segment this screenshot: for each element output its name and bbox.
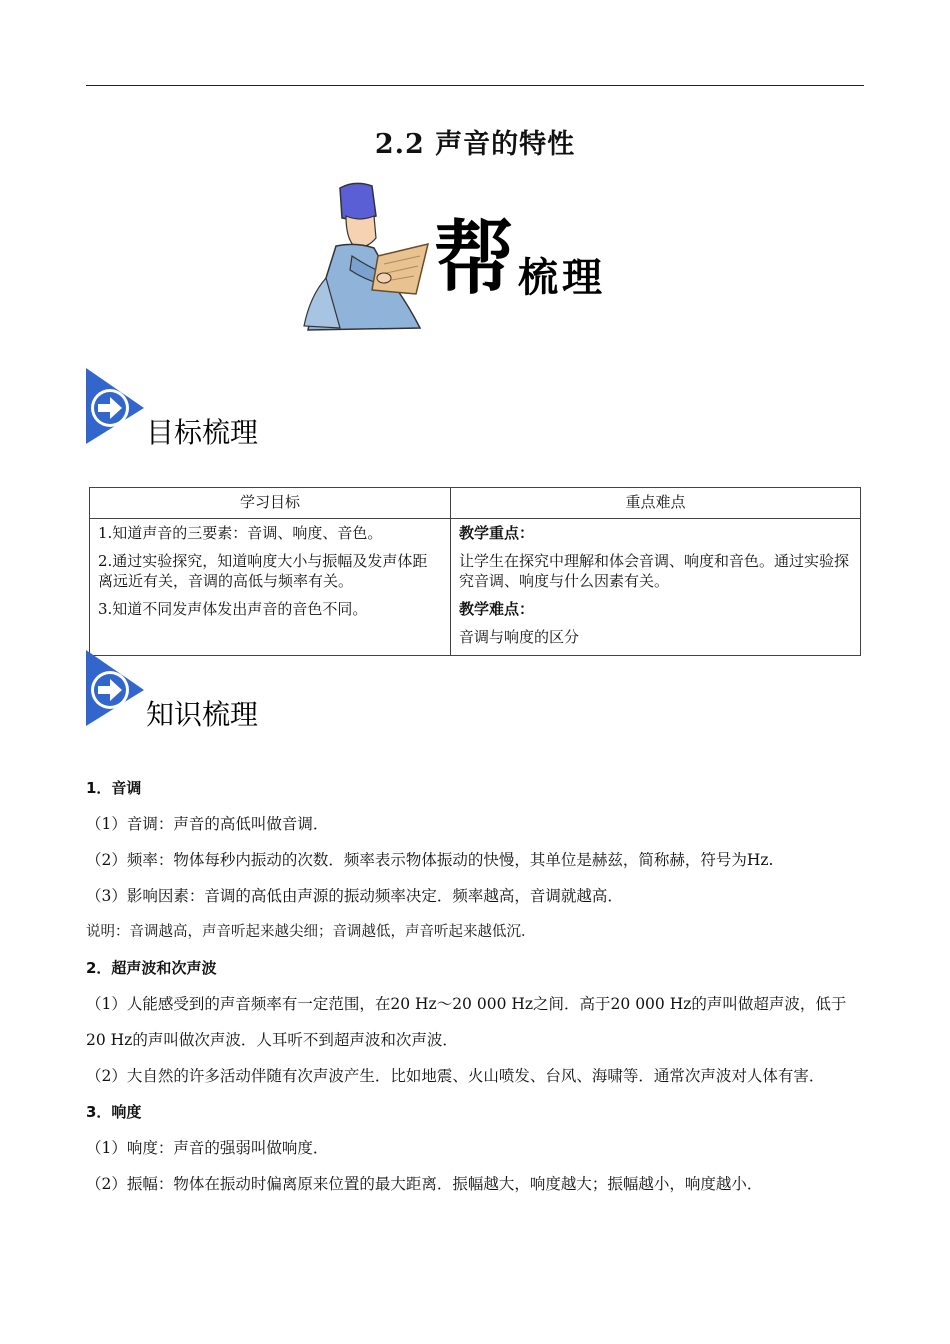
topic-heading: 2．超声波和次声波: [86, 959, 217, 977]
banner-char-bang: 帮: [434, 211, 514, 305]
key-text: 让学生在探究中理解和体会音调、响度和音色。通过实验探究音调、响度与什么因素有关。: [459, 552, 850, 590]
header-rule: [86, 85, 864, 86]
section-goals-header: [86, 368, 386, 448]
goal-item: 2.通过实验探究，知道响度大小与振幅及发声体距离远近有关，音调的高低与频率有关。: [98, 552, 428, 590]
paragraph: （1）人能感受到的声音频率有一定范围，在20 Hz～20 000 Hz之间．高于20 000 Hz的声叫做超声波，低于20 Hz的声叫做次声波．人耳听不到超声波和次声波．: [86, 995, 847, 1049]
note: 说明：音调越高，声音听起来越尖细；音调越低，声音听起来越低沉．: [86, 924, 536, 940]
goals-cell: [90, 519, 451, 656]
table-header-keypoints: 重点难点: [451, 488, 861, 519]
paragraph: （1）音调：声音的高低叫做音调．: [86, 815, 329, 833]
page-title: 2.2 声音的特性: [374, 129, 576, 160]
topic-heading: 1．音调: [86, 779, 142, 797]
banner: [300, 178, 630, 338]
goal-item: 3.知道不同发声体发出声音的音色不同。: [98, 600, 368, 618]
banner-text-shuli: 梳理: [518, 254, 606, 301]
arrow-circle-icon: [86, 650, 146, 726]
goal-item: 1.知道声音的三要素：音调、响度、音色。: [98, 524, 383, 542]
key-label: 教学重点：: [459, 524, 535, 542]
paragraph: （2）振幅：物体在振动时偏离原来位置的最大距离．振幅越大，响度越大；振幅越小，响度越小．: [86, 1175, 763, 1193]
knowledge-content: [86, 770, 866, 1202]
arrow-circle-icon: [86, 368, 146, 444]
paragraph: （2）大自然的许多活动伴随有次声波产生．比如地震、火山喷发、台风、海啸等．通常次声波对人体有害．: [86, 1067, 825, 1085]
table-header-goals: 学习目标: [90, 488, 451, 519]
difficulty-text: 音调与响度的区分: [459, 628, 580, 646]
paragraph: （3）影响因素：音调的高低由声源的振动频率决定．频率越高，音调就越高．: [86, 887, 623, 905]
scholar-reading-icon: [300, 178, 440, 338]
section-knowledge-header: [86, 650, 386, 730]
difficulty-label: 教学难点：: [459, 600, 535, 618]
topic-heading: 3．响度: [86, 1103, 142, 1121]
goals-table: [89, 487, 861, 656]
keypoints-cell: [451, 519, 861, 656]
paragraph: （2）频率：物体每秒内振动的次数．频率表示物体振动的快慢，其单位是赫兹，简称赫，符号为Hz.: [86, 851, 774, 869]
paragraph: （1）响度：声音的强弱叫做响度．: [86, 1139, 329, 1157]
section-title: 目标梳理: [146, 416, 259, 449]
section-title: 知识梳理: [146, 698, 259, 731]
